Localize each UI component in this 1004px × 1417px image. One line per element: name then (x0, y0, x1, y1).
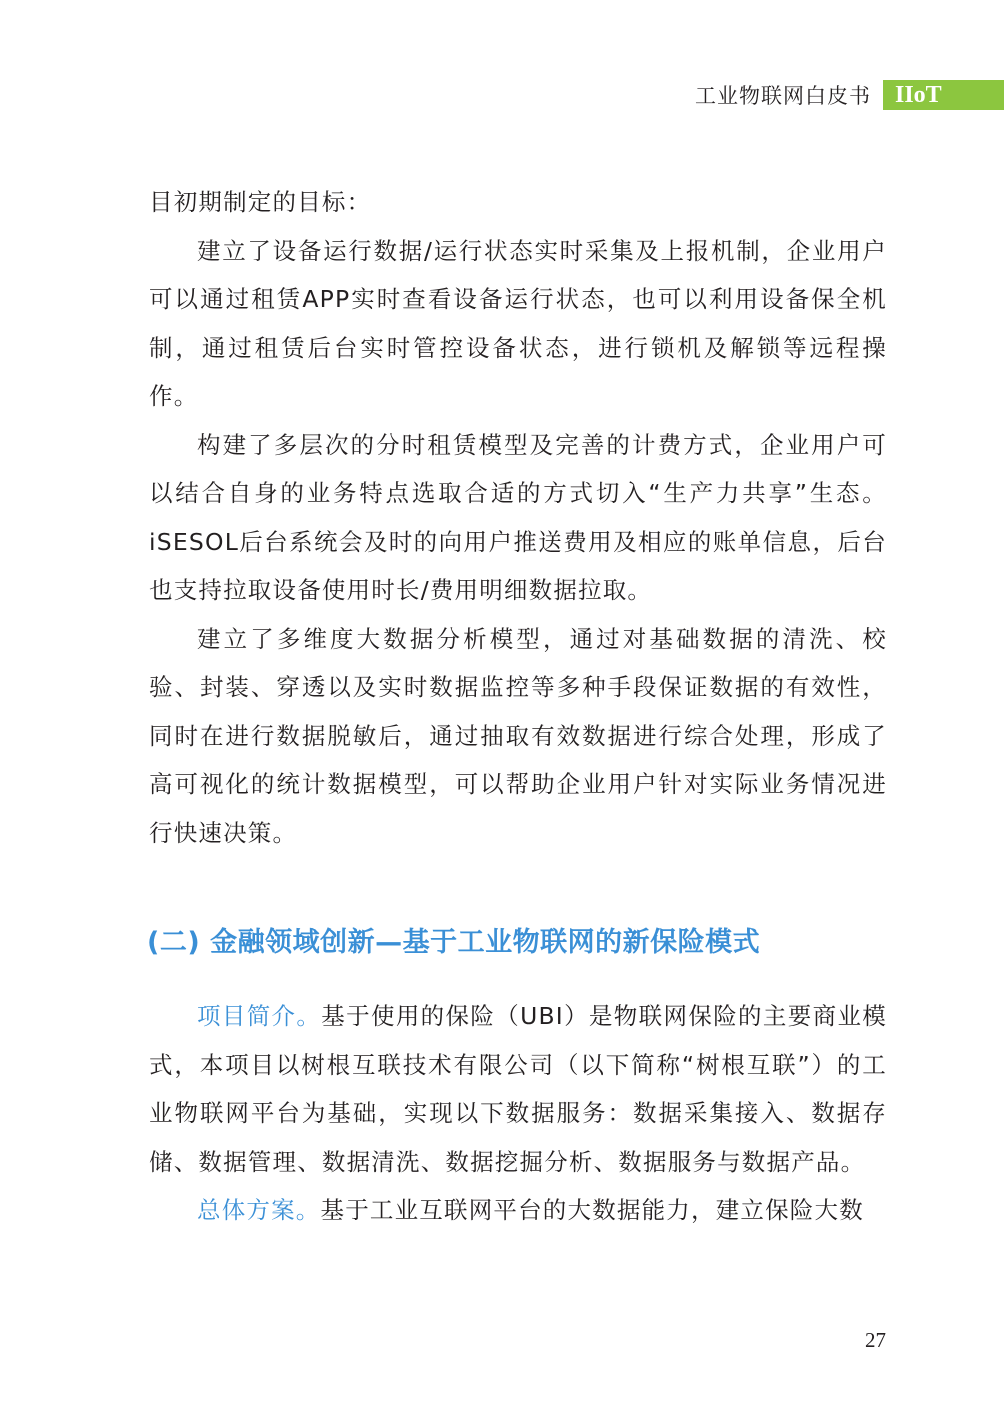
paragraph (149, 1186, 887, 1235)
page-number: 27 (865, 1328, 886, 1352)
paragraph (149, 992, 887, 1186)
section-heading: (二) 金融领域创新—基于工业物联网的新保险模式 (147, 927, 761, 958)
paragraph-text: 基于使用的保险（UBI）是物联网保险的主要商业模式，本项目以树根互联技术有限公司（以下简称“树根互联”）的工业物联网平台为基础，实现以下数据服务：数据采集接入、数据存储、数据管理、数据清洗、数据挖掘分析、数据服务与数据产品。 (149, 1002, 887, 1176)
paragraph: 建立了多维度大数据分析模型，通过对基础数据的清洗、校验、封装、穿透以及实时数据监控等多种手段保证数据的有效性，同时在进行数据脱敏后，通过抽取有效数据进行综合处理，形成了高可视化的统计数据模型，可以帮助企业用户针对实际业务情况进行快速决策。 (149, 624, 887, 847)
paragraph-text: 基于工业互联网平台的大数据能力，建立保险大数 (320, 1196, 864, 1224)
paragraph-lead: 项目简介。 (197, 1002, 322, 1030)
section-body-text (149, 992, 887, 1235)
page-header (695, 80, 1004, 110)
paragraph-continuation: 目初期制定的目标： (149, 188, 372, 216)
paragraph: 建立了设备运行数据/运行状态实时采集及上报机制，企业用户可以通过租赁APP实时查看设备运行状态，也可以利用设备保全机制，通过租赁后台实时管控设备状态，进行锁机及解锁等远程操作。 (149, 236, 887, 410)
paragraph: 构建了多层次的分时租赁模型及完善的计费方式，企业用户可以结合自身的业务特点选取合适的方式切入“生产力共享”生态。iSESOL后台系统会及时的向用户推送费用及相应的账单信息，后台也支持拉取设备使用时长/费用明细数据拉取。 (149, 430, 887, 604)
body-text (149, 178, 887, 857)
header-badge: IIoT (883, 80, 1004, 110)
header-title: 工业物联网白皮书 (695, 84, 871, 108)
paragraph-lead: 总体方案。 (197, 1196, 321, 1224)
